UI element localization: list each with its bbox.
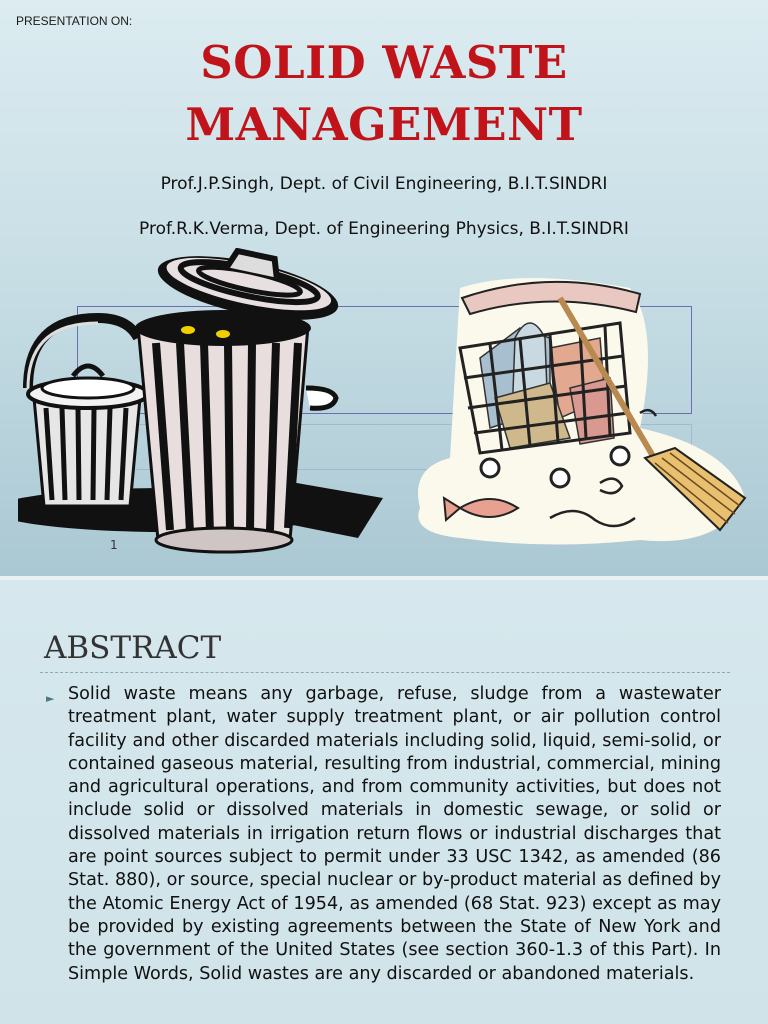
title-line-1: SOLID WASTE [200, 36, 568, 89]
title-line-2: MANAGEMENT [185, 98, 583, 151]
presentation-label: PRESENTATION ON: [16, 14, 133, 28]
trash-cans-icon [18, 248, 388, 563]
author-1: Prof.J.P.Singh, Dept. of Civil Engineering, B.I.T.SINDRI [160, 174, 608, 194]
abstract-heading: ABSTRACT [44, 630, 222, 666]
heading-rule [40, 672, 730, 673]
author-2: Prof.R.K.Verma, Dept. of Engineering Physics, B.I.T.SINDRI [139, 219, 629, 239]
waste-cart-broom-icon [400, 268, 750, 550]
bullet-arrow-icon: ► [46, 692, 55, 705]
abstract-slide [0, 580, 768, 1024]
page-number: 1 [110, 538, 118, 552]
abstract-body: Solid waste means any garbage, refuse, sludge from a wastewater treatment plant, water supply treatment plant, or air pollution control facility and other discarded materials including solid, liquid, semi-solid, or contained gaseous material, resulting from industrial, commercial, mining and agricultural operations, and from community activities, but does not include solid or dissolved materials in domestic sewage, or solid or dissolved materials in irrigation return flows or industrial discharges that are point sources subject to permit under 33 USC 1342, as amended (86 Stat. 880), or source, special nuclear or by-product material as defined by the Atomic Energy Act of 1954, as amended (68 Stat. 923) except as may be provided by existing agreements between the State of New York and the government of the United States (see section 360-1.3 of this Part). In Simple Words, Solid wastes are any discarded or abandoned materials. [68, 684, 721, 984]
